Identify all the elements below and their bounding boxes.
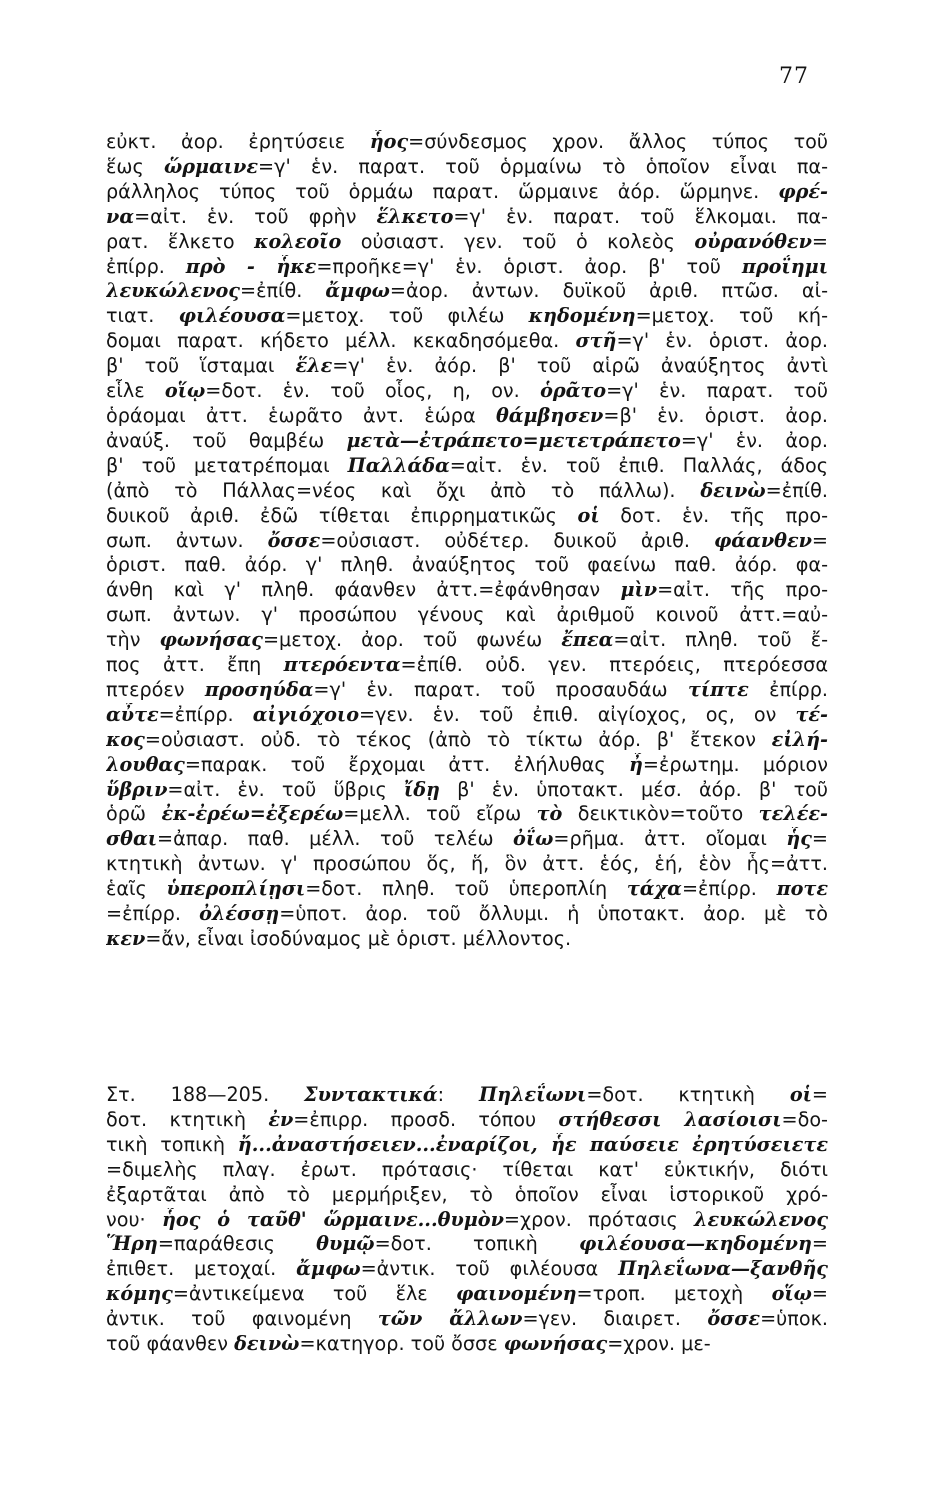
headword: ὁρᾶτο (540, 379, 607, 403)
gloss-text: = (811, 528, 828, 552)
gloss-text: ἐπιθετ. μετοχαί. (106, 1257, 297, 1281)
gloss-text: ἐξαρτᾶται ἀπὸ τὸ μερμήριξεν, τὸ ὁποῖον εἶναι ἱστορικοῦ χρό- (106, 1182, 828, 1206)
text-line (106, 778, 828, 803)
gloss-text: =οὐσιαστ. οὐδέτερ. δυικοῦ ἀριθ. (320, 528, 714, 552)
gloss-text: τὴν (106, 628, 160, 652)
gloss-text: =ρῆμα. ἀττ. οἴομαι (553, 827, 787, 851)
headword: δεινὼ (700, 478, 766, 502)
gloss-text: σωπ. ἀντων. (106, 528, 268, 552)
headword: στῆ (575, 329, 617, 353)
headword: κεν (106, 927, 146, 950)
gloss-text: =μετοχ. ἀορ. τοῦ φωνέω (262, 628, 562, 652)
headword: ἕλε (295, 354, 333, 378)
gloss-text: =ἄν, εἶναι ἰσοδύναμος μὲ ὁριστ. μέλλοντος. (145, 927, 572, 950)
gloss-text: πος ἀττ. ἔπη (106, 653, 284, 677)
headword: ἧος (369, 130, 409, 153)
gloss-text: =δοτ. τοπικὴ (374, 1232, 580, 1256)
headword: λευκώλενος (106, 279, 240, 303)
text-line (106, 1282, 828, 1307)
gloss-text: κτητικὴ ἀντων. γ' προσώπου ὅς, ἥ, ὃν ἀττ. ἑός, ἑή, ἑὸν ἧς=ἀττ. (106, 852, 828, 876)
gloss-text: τιατ. (106, 304, 179, 328)
text-line (106, 1083, 828, 1108)
gloss-text: =δοτ. κτητικὴ (586, 1083, 790, 1106)
text-line (106, 1307, 828, 1332)
gloss-text: =γ' ἑν. παρατ. τοῦ ἕλκομαι. πα- (453, 204, 828, 228)
gloss-text: =παρακ. τοῦ ἔρχομαι ἀττ. ἐλήλυθας (184, 752, 629, 776)
text-line (106, 1208, 828, 1233)
headword: κολεοῖο (254, 229, 342, 253)
headword: ὀΐω (513, 827, 554, 851)
text-line (106, 279, 828, 304)
gloss-text: = (811, 1282, 828, 1306)
headword: προΐημι (741, 254, 828, 278)
text-line (106, 529, 828, 554)
gloss-text: δοτ. ἑν. τῆς προ- (599, 503, 828, 527)
text-line (106, 1257, 828, 1282)
gloss-text: δυικοῦ ἀριθ. ἐδῶ τίθεται ἐπιρρηματικῶς (106, 503, 578, 527)
gloss-text: σωπ. ἀντων. γ' προσώπου γένους καὶ ἀριθμοῦ κοινοῦ ἀττ.=αὐ- (106, 603, 828, 627)
headword: τίπτε (687, 677, 749, 701)
headword: να (106, 204, 135, 228)
gloss-text: οὐσιαστ. γεν. τοῦ ὁ κολεὸς (341, 229, 695, 253)
gloss-text: =δοτ. πληθ. τοῦ ὑπεροπλίη (305, 877, 627, 901)
text-line (106, 205, 828, 230)
gloss-text: =γ' ἑν. ἀορ. (680, 428, 828, 452)
headword: κος (106, 727, 145, 751)
gloss-text: =ἐπίρρ. (681, 877, 777, 901)
headword: τέ- (795, 702, 828, 726)
headword: φιλέουσα (178, 304, 286, 328)
gloss-text: δεικτικὸν=τοῦτο (562, 802, 759, 826)
gloss-text: =γ' ἑν. παρατ. τοῦ (606, 379, 828, 403)
headword: ἴδῃ (403, 777, 440, 801)
text-line (106, 827, 828, 852)
headword: πτερόεντα (283, 653, 401, 677)
vocabulary-notes (106, 130, 828, 952)
gloss-text: =οὐσιαστ. οὐδ. τὸ τέκος (ἀπὸ τὸ τίκτω ἀόρ. β' ἔτεκον (144, 727, 772, 751)
text-line (106, 1183, 828, 1208)
syntax-notes (106, 1083, 828, 1357)
headword: ὄσσε (267, 528, 321, 552)
gloss-text: ράλληλος τύπος τοῦ ὁρμάω παρατ. ὥρμαινε ἀόρ. ὥρμηνε. (106, 179, 779, 203)
text-line (106, 454, 828, 479)
text-line (106, 1158, 828, 1183)
gloss-text: β' τοῦ μετατρέπομαι (106, 453, 348, 477)
gloss-text: =μελλ. τοῦ εἴρω (343, 802, 537, 826)
text-line (106, 877, 828, 902)
headword: οἵῳ (771, 1282, 812, 1306)
gloss-text: =ἐπιρρ. προσδ. τόπου (293, 1107, 559, 1131)
gloss-text: =αἰτ. πληθ. τοῦ ἔ- (613, 628, 828, 652)
text-line (106, 130, 828, 155)
text-line (106, 379, 828, 404)
text-line (106, 329, 828, 354)
gloss-text: =κατηγορ. τοῦ ὄσσε (299, 1332, 504, 1356)
text-line (106, 603, 828, 628)
headword: ἧς (786, 827, 812, 851)
text-line (106, 155, 828, 180)
gloss-text: : (437, 1083, 479, 1106)
gloss-text: =ἀντικείμενα τοῦ ἕλε (172, 1282, 457, 1306)
headword: λευκώλενος (694, 1207, 828, 1231)
headword: ὕβριν (106, 777, 168, 801)
gloss-text: =γ' ἑν. παρατ. τοῦ προσαυδάω (313, 677, 688, 701)
text-line (106, 1232, 828, 1257)
headword: οἱ (789, 1083, 812, 1106)
gloss-text: =ἐπίθ. (765, 478, 828, 502)
gloss-text: =ἐπίθ. (240, 279, 326, 303)
text-line (106, 180, 828, 205)
text-line (106, 728, 828, 753)
headword: δεινὼ (234, 1332, 300, 1356)
gloss-text: =ὑποκ. (760, 1307, 828, 1331)
text-line (106, 504, 828, 529)
gloss-text: =ἀορ. ἀντων. δυϊκοῦ ἀριθ. πτῶσ. αἰ- (389, 279, 828, 303)
headword: Πηλεΐωνα—ξανθῆς (618, 1257, 828, 1281)
headword: ἐκ-ἐρέω=ἐξερέω (161, 802, 344, 826)
headword: ὄσσε (707, 1307, 761, 1331)
gloss-text: τικὴ τοπικὴ (106, 1132, 238, 1156)
text-line (106, 927, 828, 952)
text-line (106, 404, 828, 429)
headword: ἦ (628, 752, 643, 776)
gloss-text: = (811, 229, 828, 253)
headword: ἔπεα (561, 628, 614, 652)
gloss-text: Στ. 188—205. (106, 1083, 305, 1106)
gloss-text: =μετοχ. τοῦ κή- (635, 304, 828, 328)
headword: ἧος ὁ ταῦθ' ὥρμαινε...θυμὸν (161, 1207, 504, 1231)
page-number: 77 (779, 64, 809, 89)
headword: πρὸ - ἧκε (185, 254, 317, 278)
headword: Παλλάδα (347, 453, 450, 477)
headword: Συντακτικά (304, 1083, 438, 1106)
gloss-text: =γεν. διαιρετ. (522, 1307, 708, 1331)
gloss-text: ἕως (106, 154, 164, 178)
gloss-text: ὁριστ. παθ. ἀόρ. γ' πληθ. ἀναύξητος τοῦ φαείνω παθ. ἀόρ. φα- (106, 553, 828, 577)
headword: οἱ (577, 503, 600, 527)
headword: μὶν (620, 578, 658, 602)
gloss-text: = (811, 827, 828, 851)
headword: λουθας (106, 752, 185, 776)
headword: φωνήσας (503, 1332, 608, 1356)
text-line (106, 802, 828, 827)
gloss-text: =γ' ἑν. ἀόρ. β' τοῦ αἱρῶ ἀναύξητος ἀντὶ (332, 354, 828, 378)
headword: ὑπεροπλίῃσι (166, 877, 306, 901)
headword: στήθεσσι λασίοισι (558, 1107, 782, 1131)
gloss-text: ὁρῶ (106, 802, 162, 826)
gloss-text: =γ' ἑν. ὁριστ. ἀορ. (616, 329, 828, 353)
text-line (106, 902, 828, 927)
gloss-text: =χρον. πρότασις (503, 1207, 695, 1231)
headword: ἄμφω (296, 1257, 361, 1281)
headword: φαινομένη (456, 1282, 577, 1306)
gloss-text: =ἐπίρρ. (158, 702, 253, 726)
text-line (106, 304, 828, 329)
text-line (106, 553, 828, 578)
gloss-text: τοῦ φάανθεν (106, 1332, 235, 1356)
text-line (106, 678, 828, 703)
gloss-text: β' ἑν. ὑποτακτ. μέσ. ἀόρ. β' τοῦ (439, 777, 828, 801)
gloss-text: =β' ἑν. ὁριστ. ἀορ. (603, 403, 828, 427)
text-line (106, 1133, 828, 1158)
gloss-text: =αἰτ. ἑν. τοῦ ἐπιθ. Παλλάς, άδος (449, 453, 828, 477)
headword: τελέε- (758, 802, 828, 826)
gloss-text: =αἰτ. ἑν. τοῦ ὕβρις (167, 777, 404, 801)
gloss-text: = (811, 1232, 828, 1256)
text-line (106, 578, 828, 603)
headword: σθαι (106, 827, 157, 851)
gloss-text: =ὑποτ. ἀορ. τοῦ ὄλλυμι. ἡ ὑποτακτ. ἀορ. μὲ τὸ (279, 902, 828, 926)
headword: κόμης (106, 1282, 173, 1306)
headword: ἤ...ἀναστήσειεν...ἐναρίζοι, ἧε παύσειε ἐρητύσειετε (237, 1132, 828, 1156)
gloss-text: =σύνδεσμος χρον. ἄλλος τύπος τοῦ (408, 130, 828, 153)
text-line (106, 479, 828, 504)
gloss-text: =ἐπίρρ. (106, 902, 200, 926)
gloss-text: ὁράομαι ἀττ. ἑωρᾶτο ἀντ. ἑώρα (106, 403, 496, 427)
headword: τῶν ἄλλων (377, 1307, 523, 1331)
text-line (106, 703, 828, 728)
headword: εἰλή- (771, 727, 828, 751)
gloss-text: =δο- (781, 1107, 828, 1131)
gloss-text: ἐπίρρ. (106, 254, 186, 278)
gloss-text: =γ' ἑν. παρατ. τοῦ ὁρμαίνω τὸ ὁποῖον εἶναι πα- (258, 154, 828, 178)
text-line (106, 628, 828, 653)
gloss-text: =ἐπίθ. οὐδ. γεν. πτερόεις, πτερόεσσα (400, 653, 828, 677)
gloss-text: ρατ. ἕλκετο (106, 229, 255, 253)
headword: τάχα (626, 877, 682, 901)
gloss-text: δοτ. κτητικὴ (106, 1107, 269, 1131)
gloss-text: =μετοχ. τοῦ φιλέω (285, 304, 529, 328)
text-line (106, 354, 828, 379)
gloss-text: άνθη καὶ γ' πληθ. φάανθεν ἀττ.=ἐφάνθησαν (106, 578, 621, 602)
gloss-text: ἀναύξ. τοῦ θαμβέω (106, 428, 347, 452)
gloss-text: =ἀντικ. τοῦ φιλέουσα (360, 1257, 619, 1281)
headword: ἄμφω (325, 279, 390, 303)
gloss-text: =γεν. ἑν. τοῦ ἐπιθ. αἰγίοχος, ος, ον (359, 702, 796, 726)
gloss-text: =τροπ. μετοχὴ (576, 1282, 772, 1306)
headword: ἐν (268, 1107, 294, 1131)
headword: μετὰ—ἐτράπετο=μετετράπετο (346, 428, 681, 452)
gloss-text: ἑαῖς (106, 877, 167, 901)
gloss-text: νου· (106, 1207, 162, 1231)
text-line (106, 753, 828, 778)
headword: ποτε (776, 877, 828, 901)
headword: Πηλεΐωνι (478, 1083, 587, 1106)
headword: ὥρμαινε (163, 154, 259, 178)
text-line (106, 230, 828, 255)
headword: ὀλέσσῃ (199, 902, 280, 926)
text-line (106, 852, 828, 877)
headword: τὸ (536, 802, 563, 826)
text-line (106, 1108, 828, 1133)
gloss-text: =διμελὴς πλαγ. ἐρωτ. πρότασις· τίθεται κατ' εὐκτικήν, διότι (106, 1157, 828, 1181)
gloss-text: =αἰτ. ἑν. τοῦ φρὴν (134, 204, 377, 228)
gloss-text: δομαι παρατ. κήδετο μέλλ. κεκαδησόμεθα. (106, 329, 576, 353)
text-line (106, 1332, 828, 1357)
gloss-text: ἐπίρρ. (748, 677, 828, 701)
gloss-text: =χρον. με- (607, 1332, 711, 1356)
gloss-text: =παράθεσις (157, 1232, 317, 1256)
headword: Ἥρη (106, 1232, 158, 1256)
gloss-text: εἷλε (106, 379, 165, 403)
gloss-text: β' τοῦ ἵσταμαι (106, 354, 296, 378)
gloss-text: =αἰτ. τῆς προ- (657, 578, 828, 602)
headword: ἕλκετο (376, 204, 454, 228)
gloss-text: = (811, 1083, 828, 1106)
headword: φιλέουσα—κηδομένη (579, 1232, 812, 1256)
gloss-text: ἀντικ. τοῦ φαινομένη (106, 1307, 378, 1331)
gloss-text: πτερόεν (106, 677, 205, 701)
headword: φωνήσας (159, 628, 263, 652)
gloss-text: =δοτ. ἑν. τοῦ οἷος, η, ον. (205, 379, 541, 403)
headword: κηδομένη (528, 304, 636, 328)
gloss-text: =ἐρωτημ. μόριον (642, 752, 828, 776)
text-line (106, 429, 828, 454)
gloss-text: =προῆκε=γ' ἑν. ὁριστ. ἀορ. β' τοῦ (316, 254, 742, 278)
text-line (106, 255, 828, 280)
headword: αἰγιόχοιο (252, 702, 359, 726)
headword: οὐρανόθεν (694, 229, 812, 253)
headword: φάανθεν (713, 528, 812, 552)
headword: οἵῳ (164, 379, 206, 403)
headword: θάμβησεν (495, 403, 604, 427)
gloss-text: (ἀπὸ τὸ Πάλλας=νέος καὶ ὄχι ἀπὸ τὸ πάλλω). (106, 478, 701, 502)
headword: θυμῷ (316, 1232, 375, 1256)
headword: προσηύδα (204, 677, 314, 701)
headword: αὖτε (106, 702, 159, 726)
gloss-text: εὐκτ. ἀορ. ἐρητύσειε (106, 130, 370, 153)
text-line (106, 653, 828, 678)
headword: φρέ- (778, 179, 828, 203)
gloss-text: =ἀπαρ. παθ. μέλλ. τοῦ τελέω (157, 827, 514, 851)
